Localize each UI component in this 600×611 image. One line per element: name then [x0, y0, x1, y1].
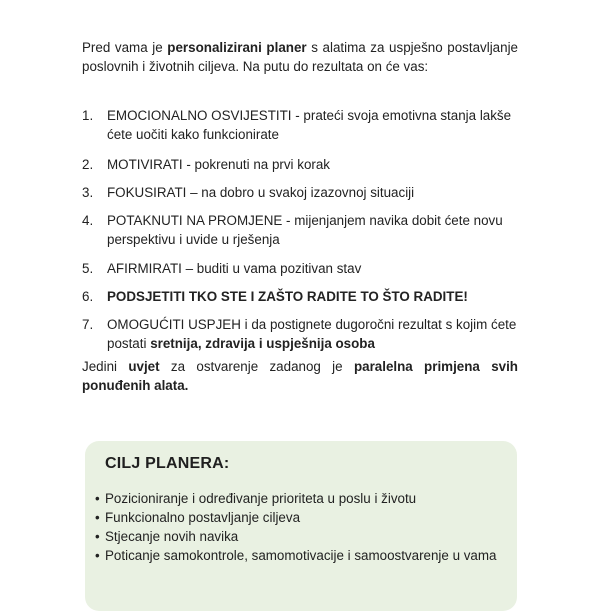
goal-item-text: Funkcionalno postavljanje ciljeva: [105, 510, 301, 525]
goal-item-text: Pozicioniranje i određivanje prioriteta u poslu i životu: [105, 491, 417, 506]
intro-bold: personalizirani planer: [167, 40, 307, 55]
list-number: 2.: [82, 157, 94, 172]
goal-item-text: Stjecanje novih navika: [105, 529, 239, 544]
req-text-1: Jedini: [82, 359, 129, 374]
list-item: [82, 155, 522, 174]
list-item: [82, 183, 522, 202]
requirement-paragraph: [82, 357, 518, 395]
intro-text-2: s alatima za uspješno postavljanje poslovnih i životnih ciljeva. Na putu do rezultata on će vas:: [82, 40, 518, 74]
list-text-bold: sretnija, zdravija i uspješnija osoba: [150, 336, 375, 351]
list-number: 4.: [82, 213, 94, 228]
req-text-2: za ostvarenje zadanog je: [159, 359, 354, 374]
list-text: PODSJETITI TKO STE I ZAŠTO RADITE TO ŠTO RADITE!: [107, 289, 468, 304]
bullet-icon: •: [95, 529, 100, 544]
goal-item: [95, 527, 505, 546]
bullet-icon: •: [95, 491, 100, 506]
intro-paragraph: [82, 38, 518, 76]
list-item: [82, 259, 522, 278]
req-bold-1: uvjet: [128, 359, 160, 374]
list-number: 6.: [82, 289, 94, 304]
goal-title: CILJ PLANERA:: [105, 455, 230, 472]
list-text: EMOCIONALNO OSVIJESTITI - prateći svoja emotivna stanja lakše ćete uočiti kako funkcionirate: [107, 108, 512, 142]
goal-item: [95, 546, 505, 565]
intro-text-1: Pred vama je: [82, 40, 168, 55]
list-item: [82, 106, 522, 144]
list-number: 5.: [82, 261, 94, 276]
goal-box: [85, 441, 517, 611]
goal-item: [95, 508, 505, 527]
goal-list: [95, 489, 505, 565]
list-text: POTAKNUTI NA PROMJENE - mijenjanjem navika dobit ćete novu perspektivu i uvide u rješenja: [107, 213, 503, 247]
list-text: FOKUSIRATI – na dobro u svakoj izazovnoj situaciji: [107, 185, 415, 200]
list-number: 7.: [82, 317, 94, 332]
list-text: AFIRMIRATI – buditi u vama pozitivan stav: [107, 261, 362, 276]
goal-item: [95, 489, 505, 508]
list-item: [82, 211, 522, 249]
list-text: OMOGUĆITI USPJEH i da postignete dugoročni rezultat s kojim ćete postati: [107, 317, 517, 351]
bullet-icon: •: [95, 510, 100, 525]
list-number: 1.: [82, 108, 94, 123]
list-item: [82, 315, 522, 353]
bullet-icon: •: [95, 548, 100, 563]
list-number: 3.: [82, 185, 94, 200]
list-item: [82, 287, 522, 306]
list-text: MOTIVIRATI - pokrenuti na prvi korak: [107, 157, 330, 172]
req-bold-2: paralelna primjena svih ponuđenih alata.: [82, 359, 518, 393]
benefits-list: [82, 106, 522, 353]
goal-item-text: Poticanje samokontrole, samomotivacije i samoostvarenje u vama: [105, 548, 497, 563]
